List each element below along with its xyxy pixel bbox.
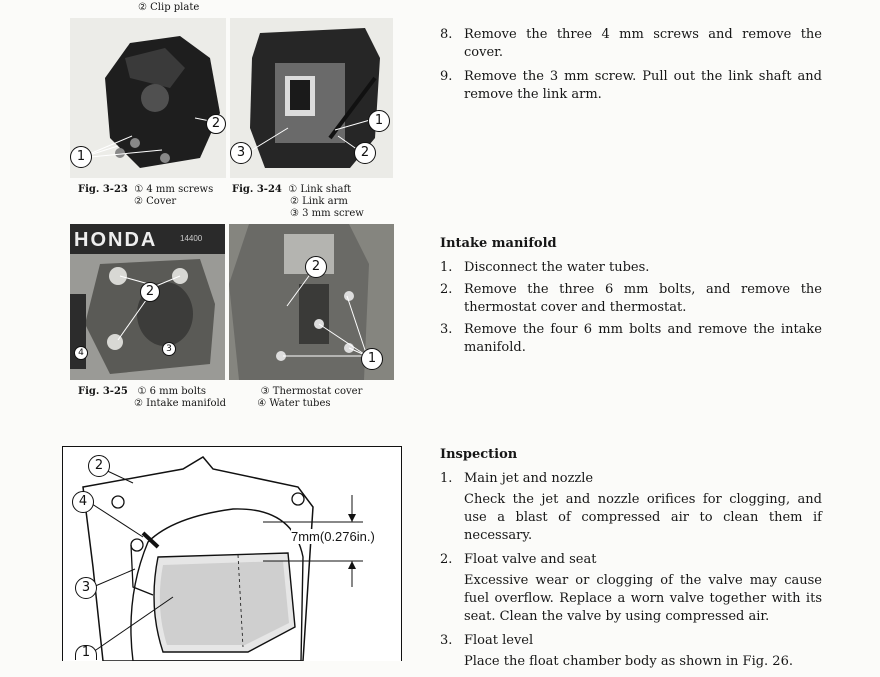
step-9-text: Remove the 3 mm screw. Pull out the link shaft and remove the link arm. xyxy=(464,69,822,102)
insp-item-2-num: 2. xyxy=(440,552,453,567)
fig-3-26-diagram xyxy=(62,446,402,661)
im-step-3-num: 3. xyxy=(440,322,453,337)
im-step-2-num: 2. xyxy=(440,282,453,297)
step-9 xyxy=(440,68,822,104)
im-step-3-text: Remove the four 6 mm bolts and remove the intake manifold. xyxy=(464,322,822,355)
im-step-2-text: Remove the three 6 mm bolts, and remove the thermostat cover and thermostat. xyxy=(464,282,822,315)
step-8-text: Remove the three 4 mm screws and remove the cover. xyxy=(464,27,822,60)
part-number-text: 14400 xyxy=(180,234,203,243)
insp-item-3-num: 3. xyxy=(440,633,453,648)
im-step-2 xyxy=(440,281,822,317)
fig-3-24-item-2: ② Link arm xyxy=(290,196,348,207)
intake-manifold-title: Intake manifold xyxy=(440,236,557,251)
im-step-3 xyxy=(440,321,822,357)
step-8-num: 8. xyxy=(440,27,453,42)
im-step-1-text: Disconnect the water tubes. xyxy=(464,260,650,275)
fig-3-25-callout-1: 1 xyxy=(361,348,383,370)
inspection-title: Inspection xyxy=(440,447,518,462)
fig-3-23-item-2: ② Cover xyxy=(134,196,177,207)
dimension-label: 7mm(0.276in.) xyxy=(291,529,375,544)
fig-3-25-callout-3: 3 xyxy=(162,342,176,356)
im-step-1 xyxy=(440,259,822,277)
steps-top xyxy=(440,26,822,110)
step-8 xyxy=(440,26,822,62)
inspection-section xyxy=(440,446,822,677)
fig-3-24-label: Fig. 3-24 xyxy=(232,184,282,195)
insp-item-1-num: 1. xyxy=(440,471,453,486)
fig-3-24-callout-1: 1 xyxy=(368,110,390,132)
fig-3-25-callout-4: 4 xyxy=(74,346,88,360)
insp-item-3 xyxy=(440,632,822,650)
fig-3-25-item-4: ④ Water tubes xyxy=(257,398,331,409)
intake-manifold-section xyxy=(440,235,822,363)
fig-3-26-callout-4: 4 xyxy=(72,491,94,513)
carburetor-photo xyxy=(70,18,226,178)
fig-3-25-label: Fig. 3-25 xyxy=(78,386,128,397)
fig-3-23-label: Fig. 3-23 xyxy=(78,184,128,195)
fig-3-24-item-1: ① Link shaft xyxy=(288,184,352,195)
insp-item-2-body: Excessive wear or clogging of the valve may cause fuel overflow. Replace a worn valve together with its seat. Clean the valve by using compressed air. xyxy=(464,573,822,624)
fig-3-25-item-2: ② Intake manifold xyxy=(134,398,227,409)
fig-3-25-item-1: ① 6 mm bolts xyxy=(137,386,207,397)
fig-3-23-callout-2: 2 xyxy=(206,114,226,134)
insp-item-3-title: Float level xyxy=(464,633,534,648)
fig-3-24-photo xyxy=(230,18,393,178)
fig-3-25-caption xyxy=(78,386,398,410)
fig-3-26-callout-1: 1 xyxy=(75,645,97,660)
fig-3-23-callout-1: 1 xyxy=(70,146,92,168)
top-caption-fragment: ② Clip plate xyxy=(138,2,200,13)
insp-item-2 xyxy=(440,551,822,569)
insp-item-3-body: Place the float chamber body as shown in Fig. 26. xyxy=(464,654,793,669)
im-step-1-num: 1. xyxy=(440,260,453,275)
fig-3-25-callout-2b: 2 xyxy=(305,256,327,278)
insp-item-2-title: Float valve and seat xyxy=(464,552,597,567)
step-9-num: 9. xyxy=(440,69,453,84)
fig-3-24-item-3: ③ 3 mm screw xyxy=(290,208,364,219)
fig-3-26-callout-3: 3 xyxy=(75,577,97,599)
float-chamber-drawing xyxy=(63,447,401,661)
fig-3-26-callout-2: 2 xyxy=(88,455,110,477)
fig-3-25-callout-2: 2 xyxy=(140,282,160,302)
fig-3-24-caption xyxy=(232,184,364,220)
honda-logo-text: HONDA xyxy=(74,229,158,251)
insp-item-1-title: Main jet and nozzle xyxy=(464,471,594,486)
fig-3-24-callout-2: 2 xyxy=(354,142,376,164)
fig-3-25-item-3: ③ Thermostat cover xyxy=(260,386,363,397)
fig-3-25-photo-right xyxy=(229,224,394,380)
fig-3-23-caption xyxy=(78,184,213,208)
fig-3-23-item-1: ① 4 mm screws xyxy=(134,184,214,195)
insp-item-1 xyxy=(440,470,822,488)
fig-3-24-callout-3: 3 xyxy=(230,142,252,164)
fig-3-25-photo-left xyxy=(70,224,225,380)
fig-3-23-photo xyxy=(70,18,226,178)
insp-item-1-body: Check the jet and nozzle orifices for clogging, and use a blast of compressed air to clean them if necessary. xyxy=(464,492,822,543)
